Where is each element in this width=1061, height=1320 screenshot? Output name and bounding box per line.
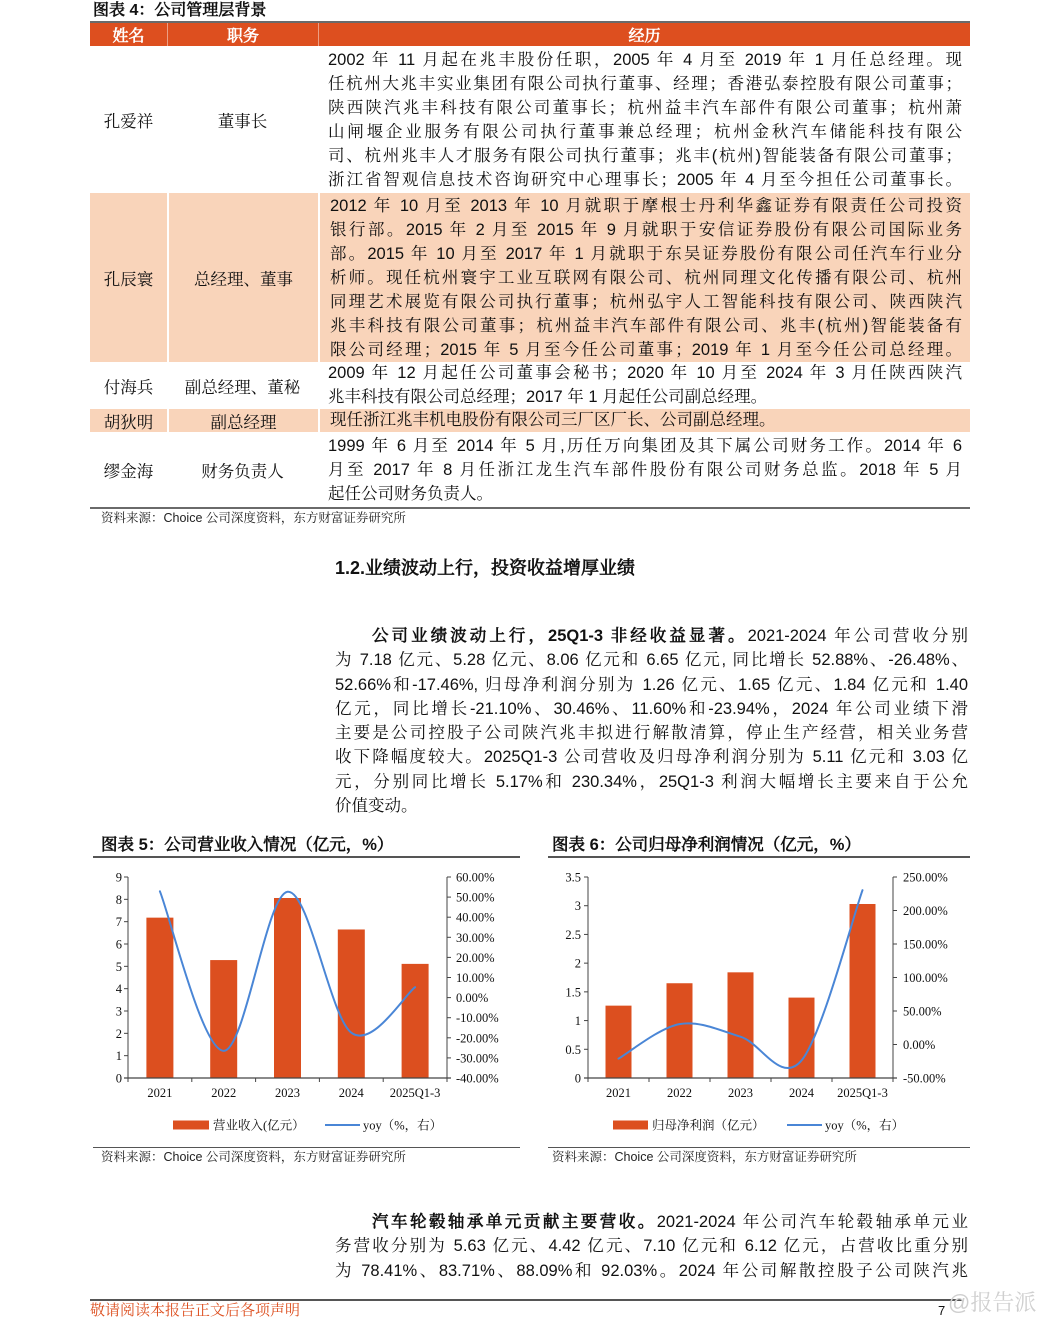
revenue-chart [90, 862, 522, 1142]
experience-line: 任杭州大兆丰实业集团有限公司执行董事、经理；香港弘泰控股有限公司董事； [328, 74, 962, 93]
paragraph-line: 52.66%和-17.46%, 归母净利润分别为 1.26 亿元、1.65 亿元、1.84 亿元和 1.40 [335, 675, 968, 694]
bar-2023 [728, 972, 754, 1078]
left-tick-label: 7 [115, 915, 122, 930]
right-tick-label: 30.00% [456, 930, 495, 945]
left-tick-label: 2 [115, 1026, 122, 1041]
position-cell: 副总经理 [167, 409, 318, 432]
legend-bar-swatch [173, 1121, 209, 1130]
watermark: @报告派 [948, 1290, 1037, 1315]
experience-cell [318, 46, 970, 193]
table-row [90, 432, 970, 507]
experience-line: 银行部。2015 年 2 月至 2015 年 9 月就职于安信证券股份有限公司国际业务 [330, 220, 962, 239]
right-tick-label: 10.00% [456, 971, 495, 985]
chart5-title: 图表 5：公司营业收入情况（亿元，%） [101, 836, 394, 854]
experience-line: 起任公司财务负责人。 [328, 484, 493, 503]
experience-line: 同理艺术展览有限公司执行董事；杭州弘宇人工智能科技有限公司、陕西陕汽 [330, 292, 962, 311]
right-tick-label: 100.00% [903, 971, 948, 985]
experience-line: 2002 年 11 月起在兆丰股份任职，2005 年 4 月至 2019 年 1 月任总经理。现 [328, 50, 962, 69]
x-tick-label: 2024 [789, 1086, 814, 1100]
right-tick-label: 50.00% [903, 1004, 942, 1019]
position-cell: 总经理、董事 [167, 193, 318, 362]
left-tick-label: 1 [115, 1049, 122, 1064]
x-tick-label: 2021 [606, 1086, 631, 1100]
x-tick-label: 2022 [211, 1086, 237, 1100]
left-tick-label: 6 [115, 937, 122, 952]
paragraph-line: 收下降幅度较大。2025Q1-3 公司营收及归母净利润分别为 5.11 亿元和 3.03 亿 [335, 748, 968, 767]
left-tick-label: 0 [574, 1071, 581, 1086]
position-cell: 副总经理、董秘 [184, 378, 301, 397]
left-tick-label: 0 [115, 1071, 122, 1086]
right-tick-label: 200.00% [903, 904, 948, 918]
paragraph-hub-bearing [335, 1210, 968, 1283]
bar-2022 [210, 960, 237, 1078]
left-tick-label: 2 [574, 956, 581, 971]
footer-disclaimer: 敬请阅读本报告正文后各项声明 [90, 1302, 301, 1319]
table-title: 图表 4：公司管理层背景 [93, 2, 267, 19]
header-position: 职务 [167, 23, 318, 46]
x-tick-label: 2023 [275, 1086, 300, 1100]
right-tick-label: 40.00% [456, 910, 495, 925]
experience-line: 山闸堰企业服务有限公司执行董事兼总经理；杭州金秋汽车储能科技有限公 [328, 122, 962, 141]
right-tick-label: -20.00% [456, 1031, 499, 1046]
x-tick-label: 2023 [728, 1086, 753, 1100]
left-tick-label: 0.5 [565, 1042, 581, 1057]
table-row [90, 46, 970, 193]
header-experience: 经历 [318, 23, 970, 46]
experience-line: 兆丰科技有限公司董事；杭州益丰汽车部件有限公司、兆丰(杭州)智能装备有 [330, 316, 962, 335]
paragraph-line [335, 624, 968, 648]
net-profit-chart [540, 862, 972, 1142]
name-cell: 缪金海 [103, 462, 154, 481]
legend-line-label: yoy（%，右） [825, 1118, 905, 1133]
left-tick-label: 4 [115, 982, 122, 997]
experience-line: 2012 年 10 月至 2013 年 10 月就职于摩根士丹利华鑫证券有限责任公司投资 [330, 196, 962, 215]
header-name: 姓名 [112, 28, 145, 45]
name-cell: 胡狄明 [103, 413, 154, 432]
experience-line: 部。2015 年 10 月至 2017 年 1 月就职于东吴证券股份有限公司任汽车行业分 [330, 244, 962, 263]
chart6-source: 资料来源：Choice 公司深度资料，东方财富证券研究所 [552, 1150, 857, 1164]
table-row [90, 193, 970, 362]
right-tick-label: 50.00% [456, 890, 495, 905]
left-tick-label: 9 [115, 870, 122, 885]
experience-cell [318, 409, 970, 432]
paragraph-lead: 汽车轮毂轴承单元贡献主要营收。 [372, 1213, 657, 1231]
right-tick-label: -30.00% [456, 1051, 499, 1066]
section-heading: 1.2.业绩波动上行，投资收益增厚业绩 [335, 558, 636, 578]
paragraph-line: 价值变动。 [335, 797, 418, 816]
name-cell: 孔辰寰 [103, 270, 154, 289]
table-row [90, 409, 970, 432]
table-grid [90, 23, 970, 507]
left-tick-label: 3 [115, 1004, 122, 1019]
table-bottom-rule [90, 507, 970, 509]
left-tick-label: 3.5 [565, 870, 581, 885]
experience-line: 1999 年 6 月至 2014 年 5 月,历任万向集团及其下属公司财务工作。2014 年 6 [328, 436, 962, 455]
footer-rule [90, 1299, 962, 1301]
bar-2021 [606, 1006, 632, 1078]
x-tick-label: 2022 [667, 1086, 692, 1100]
left-tick-label: 1 [574, 1014, 581, 1029]
left-tick-label: 2.5 [565, 927, 581, 942]
legend-bar-label: 营业收入(亿元） [213, 1118, 305, 1133]
legend-line-label: yoy（%，右） [363, 1118, 443, 1133]
bar-2024 [338, 929, 365, 1078]
table-header-row [90, 23, 970, 46]
chart6-title-rule [548, 856, 970, 858]
bar-2023 [274, 898, 301, 1078]
experience-line: 现任浙江兆丰机电股份有限公司三厂区厂长、公司副总经理。 [330, 411, 776, 429]
right-tick-label: 0.00% [903, 1038, 936, 1052]
left-tick-label: 8 [115, 892, 122, 907]
paragraph-line: 元，分别同比增长 5.17%和 230.34%，25Q1-3 利润大幅增长主要来自于公允 [335, 772, 968, 791]
x-tick-label: 2025Q1-3 [389, 1086, 441, 1100]
left-tick-label: 3 [574, 899, 581, 914]
experience-cell [318, 362, 970, 409]
x-tick-label: 2024 [338, 1086, 364, 1100]
chart5-title-rule [93, 856, 520, 858]
table-row [90, 362, 970, 409]
experience-cell [318, 432, 970, 507]
experience-line: 浙江省智观信息技术咨询研究中心理事长；2005 年 4 月至今担任公司董事长。 [328, 170, 962, 189]
experience-cell [318, 193, 970, 362]
paragraph-line [335, 1210, 968, 1234]
paragraph-text: 2021-2024 年公司营收分别 [747, 627, 968, 645]
table-source: 资料来源：Choice 公司深度资料，东方财富证券研究所 [101, 511, 406, 525]
experience-line: 月至 2017 年 8 月任浙江龙生汽车部件股份有限公司财务总监。2018 年 5 月 [328, 460, 962, 479]
experience-line: 限公司经理；2015 年 5 月至今任公司董事；2019 年 1 月至今任公司总经理。 [330, 340, 962, 359]
left-tick-label: 5 [115, 959, 122, 974]
experience-line: 析师。现任杭州寰宇工业互联网有限公司、杭州同理文化传播有限公司、杭州 [330, 268, 962, 287]
chart6-source-rule [548, 1147, 970, 1148]
position-cell: 董事长 [217, 112, 268, 131]
paragraph-text: 2021-2024 年公司汽车轮毂轴承单元业 [656, 1213, 969, 1231]
bar-2025Q1-3 [402, 964, 429, 1078]
position-cell: 财务负责人 [201, 462, 284, 481]
chart6-title: 图表 6：公司归母净利润情况（亿元，%） [552, 836, 861, 854]
left-tick-label: 1.5 [565, 985, 581, 1000]
right-tick-label: -10.00% [456, 1011, 499, 1026]
right-tick-label: 150.00% [903, 937, 948, 952]
bar-2025Q1-3 [850, 904, 876, 1078]
experience-line: 2009 年 12 月起任公司董事会秘书；2020 年 10 月至 2024 年 3 月任陕西陕汽 [328, 364, 962, 382]
paragraph-performance [335, 624, 968, 818]
right-tick-label: 20.00% [456, 950, 495, 965]
legend-bar-swatch [613, 1121, 648, 1130]
page-number: 7 [938, 1303, 946, 1318]
chart5-source: 资料来源：Choice 公司深度资料，东方财富证券研究所 [101, 1150, 406, 1164]
right-tick-label: 60.00% [456, 870, 495, 885]
bar-2021 [146, 918, 173, 1078]
right-tick-label: 0.00% [456, 991, 489, 1006]
right-tick-label: -50.00% [903, 1071, 946, 1086]
experience-line: 兆丰科技有限公司总经理；2017 年 1 月起任公司副总经理。 [328, 387, 768, 406]
bar-2024 [789, 998, 815, 1078]
paragraph-lead: 公司业绩波动上行，25Q1-3 非经收益显著。 [372, 627, 748, 645]
paragraph-line: 亿元，同比增长-21.10%、30.46%、11.60%和-23.94%，2024 年公司业绩下滑 [335, 699, 968, 718]
right-tick-label: -40.00% [456, 1071, 499, 1086]
name-cell: 付海兵 [103, 378, 154, 397]
paragraph-line: 务营收分别为 5.63 亿元、4.42 亿元、7.10 亿元和 6.12 亿元，占营收比重分别 [335, 1237, 968, 1256]
name-cell: 孔爱祥 [103, 112, 154, 131]
right-tick-label: 250.00% [903, 870, 948, 885]
paragraph-line: 主要是公司控股子公司陕汽兆丰拟进行解散清算，停止生产经营，相关业务营 [335, 724, 968, 743]
paragraph-line: 为 7.18 亿元、5.28 亿元、8.06 亿元和 6.65 亿元, 同比增长 52.88%、-26.48%、 [335, 651, 968, 670]
management-table [90, 0, 970, 530]
x-tick-label: 2021 [147, 1086, 173, 1100]
chart5-source-rule [93, 1147, 520, 1148]
experience-line: 陕西陕汽兆丰科技有限公司董事长；杭州益丰汽车部件有限公司董事；杭州萧 [328, 98, 962, 117]
bar-2022 [667, 983, 693, 1078]
paragraph-line: 为 78.41%、83.71%、88.09%和 92.03%。2024 年公司解散控股子公司陕汽兆 [335, 1261, 968, 1280]
x-tick-label: 2025Q1-3 [837, 1086, 888, 1100]
experience-line: 司、杭州兆丰人才服务有限公司执行董事；兆丰(杭州)智能装备有限公司董事； [328, 146, 962, 165]
legend-bar-label: 归母净利润（亿元） [652, 1118, 765, 1133]
